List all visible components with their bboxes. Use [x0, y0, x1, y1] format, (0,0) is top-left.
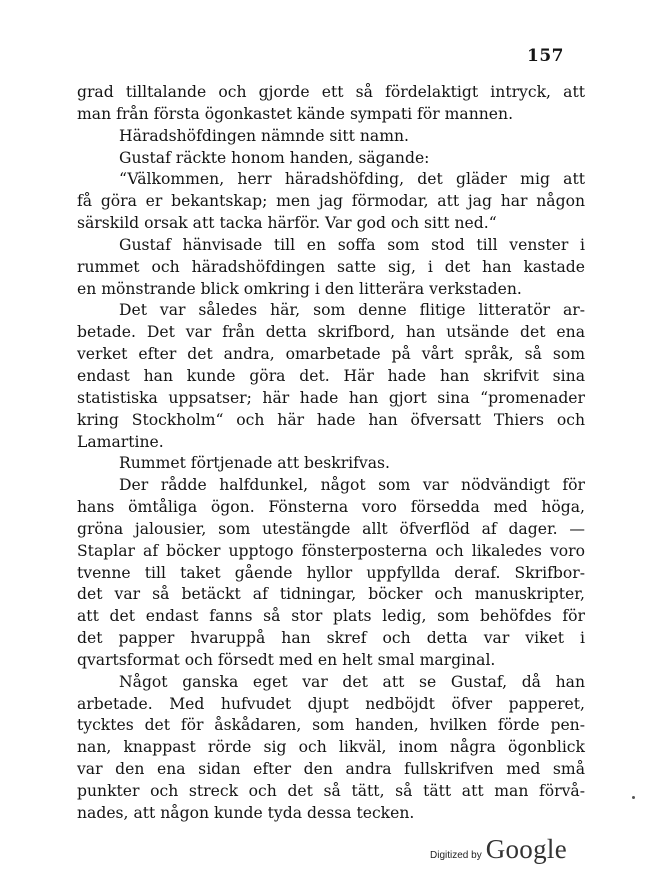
text-line: Staplar af böcker upptogo fönsterposterna och likaledes voro	[77, 541, 585, 560]
digitized-by-label: Digitized by	[430, 850, 482, 861]
text-line: Något ganska eget var det att se Gustaf, då han	[119, 672, 585, 691]
page-number: 157	[527, 46, 564, 66]
text-line: endast han kunde göra det. Här hade han skrifvit sina	[77, 366, 585, 385]
text-line: Lamartine.	[77, 432, 164, 451]
text-line: hans ömtåliga ögon. Fönsterna voro försedda med höga,	[77, 498, 585, 517]
body-text	[77, 82, 585, 825]
text-line: det var så betäckt af tidningar, böcker och manuskripter,	[77, 585, 585, 604]
text-line: man från första ögonkastet kände sympati för mannen.	[77, 104, 514, 123]
text-line: Gustaf räckte honom handen, sägande:	[119, 148, 430, 167]
text-line: Häradshöfdingen nämnde sitt namn.	[119, 126, 409, 145]
google-logo: Google	[485, 834, 567, 864]
text-line: särskild orsak att tacka härför. Var god och sitt ned.“	[77, 214, 497, 233]
text-line: gröna jalousier, som utestängde allt öfverflöd af dager. —	[77, 519, 585, 538]
text-line: Rummet förtjenade att beskrifvas.	[119, 454, 390, 473]
text-line: det papper hvaruppå han skref och detta var viket i	[77, 629, 585, 648]
text-line: verket efter det andra, omarbetade på vårt språk, så som	[77, 345, 585, 364]
text-line: statistiska uppsatser; här hade han gjort sina “promenader	[77, 388, 585, 407]
text-line: tycktes det för åskådaren, som handen, hvilken förde pen-	[77, 716, 585, 735]
text-line: “Välkommen, herr häradshöfding, det gläder mig att	[119, 170, 585, 189]
text-line: qvartsformat och försedt med en helt smal marginal.	[77, 650, 496, 669]
text-line: få göra er bekantskap; men jag förmodar, att jag har någon	[77, 192, 585, 211]
text-line: att det endast fanns så stor plats ledig, som behöfdes för	[77, 607, 585, 626]
stray-ink-mark	[632, 796, 635, 799]
text-line: Gustaf hänvisade till en soffa som stod till venster i	[119, 235, 585, 254]
text-line: nades, att någon kunde tyda dessa tecken.	[77, 803, 415, 822]
text-line: punkter och streck och det så tätt, så tätt att man förvå-	[77, 782, 585, 800]
text-line: Der rådde halfdunkel, något som var nödvändigt för	[119, 476, 585, 495]
text-line: arbetade. Med hufvudet djupt nedböjdt öfver papperet,	[77, 694, 585, 713]
text-line: nan, knappast rörde sig och likväl, inom några ögonblick	[77, 738, 585, 757]
text-line: var den ena sidan efter den andra fullskrifven med små	[77, 760, 585, 779]
digitization-credit	[430, 834, 567, 865]
text-line: rummet och häradshöfdingen satte sig, i det han kastade	[77, 257, 585, 276]
text-line: betade. Det var från detta skrifbord, han utsände det ena	[77, 323, 585, 342]
text-line: grad tilltalande och gjorde ett så fördelaktigt intryck, att	[77, 83, 585, 101]
text-line: kring Stockholm“ och här hade han öfversatt Thiers och	[77, 410, 585, 429]
text-line: tvenne till taket gående hyllor uppfyllda deraf. Skrifbor-	[77, 563, 585, 582]
text-line: Det var således här, som denne flitige litteratör ar-	[119, 301, 585, 320]
text-line: en mönstrande blick omkring i den litterära verkstaden.	[77, 279, 522, 298]
